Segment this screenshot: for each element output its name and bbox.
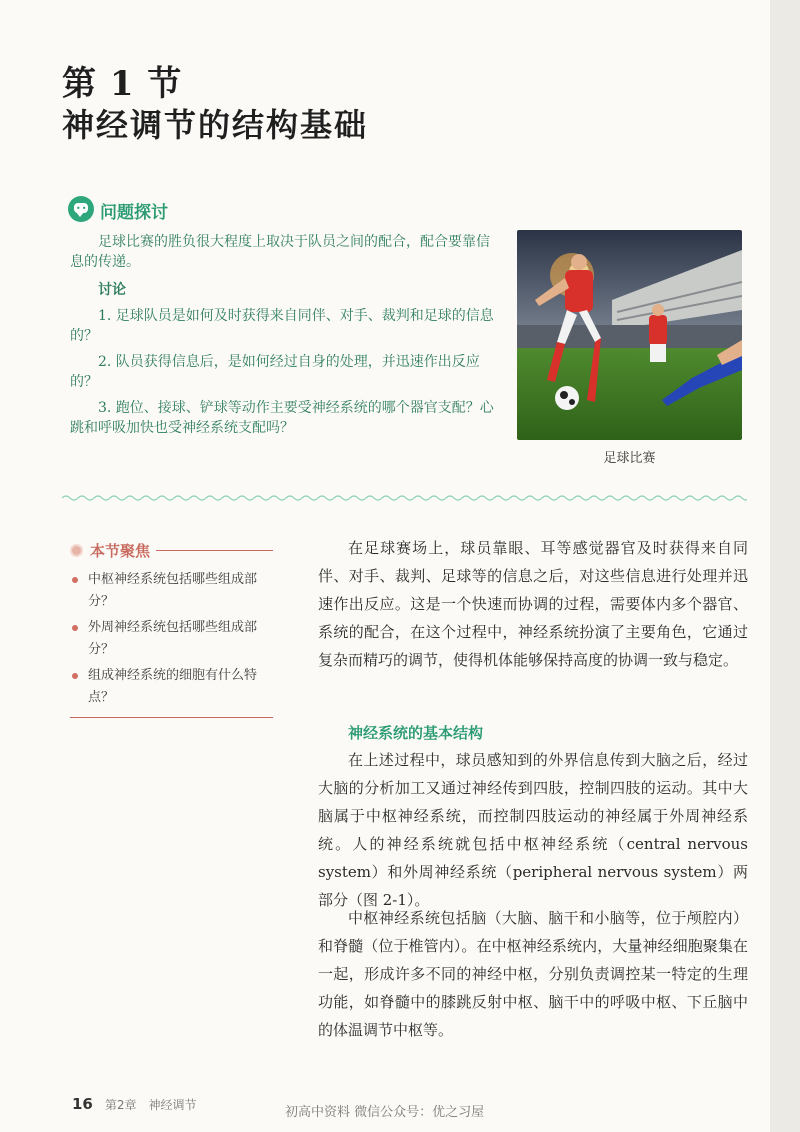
inquiry-heading: 问题探讨: [100, 203, 168, 223]
focus-heading: [70, 540, 273, 561]
footer-note: 初高中资料 微信公众号：优之习屋: [285, 1105, 485, 1120]
section-title: 神经调节的结构基础: [62, 106, 369, 144]
page-footer: [72, 1095, 197, 1113]
body-paragraph-2: [318, 746, 748, 914]
question-2: 2. 队员获得信息后，是如何经过自身的处理，并迅速作出反应的？: [70, 354, 480, 390]
para-1-text: 在足球赛场上，球员靠眼、耳等感觉器官及时获得来自同伴、对手、裁判、足球等的信息之后，对这些信息进行处理并迅速作出反应。这是一个快速而协调的过程，需要体内多个器官、系统的配合，在这个过程中，神经系统扮演了主要角色，它通过复杂而精巧的调节，使得机体能够保持高度的协调一致与稳定。: [318, 539, 748, 669]
discussion-label: 讨论: [98, 282, 126, 298]
page-edge-band: [770, 0, 800, 1132]
focus-item-1: 中枢神经系统包括哪些组成部分？: [70, 569, 273, 613]
para-3-text: 中枢神经系统包括脑（大脑、脑干和小脑等，位于颅腔内）和脊髓（位于椎管内）。在中枢神经系统内，大量神经细胞聚集在一起，形成许多不同的神经中枢，分别负责调控某一特定的生理功能，如脊髓中的膝跳反射中枢、脑干中的呼吸中枢、下丘脑中的体温调节中枢等。: [318, 909, 748, 1039]
page-number: 16: [72, 1095, 93, 1113]
question-1: 1. 足球队员是如何及时获得来自同伴、对手、裁判和足球的信息的？: [70, 308, 494, 344]
focus-item-2: 外周神经系统包括哪些组成部分？: [70, 617, 273, 661]
focus-item-3: 组成神经系统的细胞有什么特点？: [70, 665, 273, 709]
photo-caption: 足球比赛: [603, 451, 656, 466]
chapter-label: 第2章: [104, 1098, 137, 1112]
focus-heading-text: 本节聚焦: [90, 542, 151, 560]
section-divider: [62, 492, 747, 504]
section-number: 第 1 节: [62, 64, 183, 104]
focus-dot-icon: [70, 544, 83, 557]
question-3: 3. 跑位、接球、铲球等动作主要受神经系统的哪个器官支配？心跳和呼吸加快也受神经系统支配吗？: [70, 400, 494, 436]
section-focus-box: [70, 540, 273, 718]
para-2-text: 在上述过程中，球员感知到的外界信息传到大脑之后，经过大脑的分析加工又通过神经传到四肢，控制四肢的运动。其中大脑属于中枢神经系统，而控制四肢运动的神经属于外周神经系统。人的神经系统就包括中枢神经系统（central nervous system）和外周神经系统（peripheral nervous system）两部分（图 2-1）。: [318, 751, 748, 909]
inquiry-text: [70, 232, 495, 438]
body-paragraph-1: [318, 534, 748, 674]
inquiry-intro: 足球比赛的胜负很大程度上取决于队员之间的配合，配合要靠信息的传递。: [70, 234, 490, 270]
body-paragraph-3: [318, 904, 748, 1044]
speech-bubble-icon: •••: [68, 196, 94, 222]
subheading: 神经系统的基本结构: [348, 724, 484, 742]
soccer-match-photo: [517, 230, 742, 440]
chapter-title: 神经调节: [148, 1098, 197, 1112]
